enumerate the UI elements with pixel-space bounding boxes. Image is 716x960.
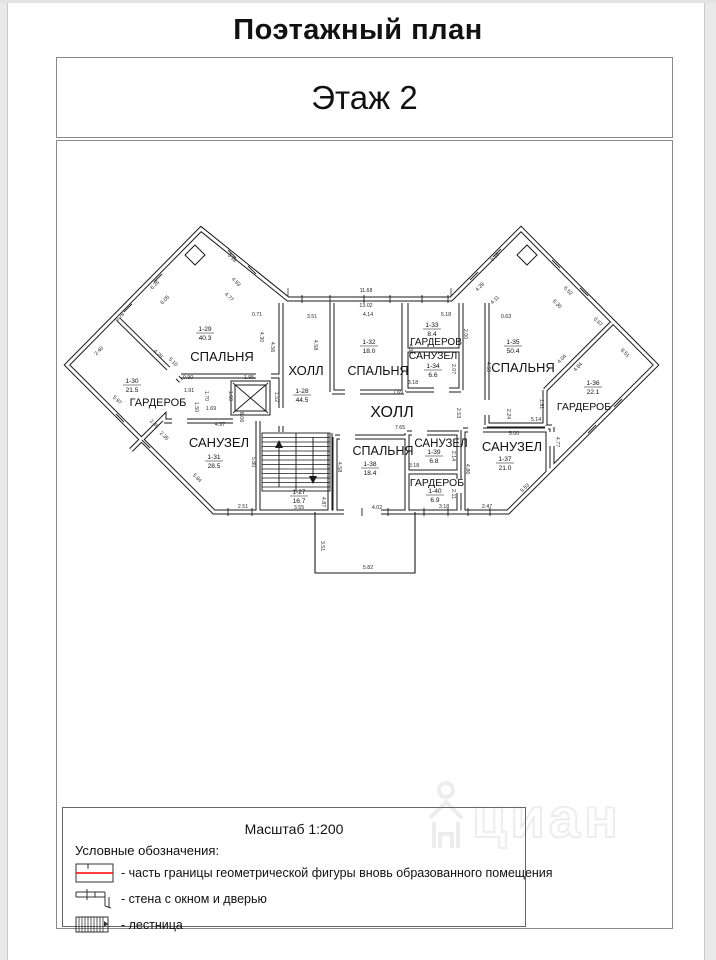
wall-dimension-label: 3.51 [319,540,325,552]
room-id-label: 1-27 [292,489,306,496]
room-name-label: СПАЛЬНЯ [347,364,409,378]
wall-dimension-label: 4.30 [258,331,264,343]
room-name-label: ГАРДЕРОБ [129,397,187,409]
floor-plan-drawing [56,140,674,790]
room-id-label: 1-38 [363,461,377,468]
wall-dimension-label: 6.26 [149,279,162,292]
wall-dimension-label: 5.80 [250,456,256,468]
wall-dimension-label: 2.11 [450,489,456,499]
room-id-label: 1-31 [207,454,221,461]
wall-dimension-label: 0.78 [114,311,127,324]
wall-dimension-label: 3.18 [408,463,420,469]
wall-dimension-label: 0.71 [251,312,263,318]
legend-title: Условные обозначения: [75,843,220,858]
page-top-edge [0,0,716,3]
room-name-label: ГАРДЕРОВ [410,337,462,348]
room-name-label: ХОЛЛ [288,363,324,378]
wall-dimension-label: 4.56 [269,341,275,353]
legend-item-text: - стена с окном и дверью [121,892,267,906]
wall-dimension-label: 5.18 [225,252,238,265]
wall-dimension-label: 4.93 [229,276,242,289]
wall-dimension-label: 0.63 [500,314,512,320]
wall-dimension-label: 1.70 [203,390,209,402]
wall-dimension-label: 4.11 [489,294,501,306]
room-name-label: САНУЗЕЛ [414,438,468,450]
wall-dimension-label: 4.28 [151,348,164,361]
red-boundary-icon [75,862,115,884]
wall-dimension-label: 0.90 [182,375,194,381]
wall-dimension-label: 11.68 [359,288,373,294]
wall-dimension-label: 2.51 [237,504,249,510]
wall-dimension-label: 2.00 [462,328,468,340]
wall-window-door-icon [75,888,115,910]
wall-dimension-label: 1.60 [227,390,233,402]
room-area-label: 22.1 [586,389,600,396]
wall-dimension-label: 4.86 [464,463,470,475]
wall-dimension-label: 6.52 [561,285,574,298]
stairs-icon [75,915,115,935]
page-left-margin [0,0,8,960]
room-id-label: 1-33 [425,322,439,329]
room-area-label: 6.8 [429,458,439,465]
room-id-label: 1-40 [428,488,442,495]
wall-dimension-label: 5.18 [440,312,452,318]
wall-dimension-label: 6.06 [238,411,244,423]
wall-dimension-label: 3.18 [438,504,450,510]
wall-dimension-label: 5.97 [110,394,123,407]
room-id-label: 1-34 [426,363,440,370]
room-name-label: САНУЗЕЛ [188,435,250,450]
room-area-label: 44.5 [295,397,309,404]
wall-dimension-label: 2.45 [147,418,160,431]
wall-dimension-label: 0.67 [591,316,604,329]
wall-dimension-label: 4.84 [572,361,585,374]
wall-dimension-label: 2.24 [505,408,511,420]
room-id-label: 1-32 [362,339,376,346]
room-name-label: СПАЛЬНЯ [190,349,254,364]
wall-dimension-label: 5.18 [489,251,502,264]
room-area-label: 50.4 [506,348,520,355]
room-area-label: 8.4 [427,331,437,338]
wall-dimension-label: 4.77 [554,436,560,448]
wall-dimension-label: 8.51 [618,347,631,360]
wall-dimension-label: 7.69 [392,390,404,396]
wall-dimension-label: 4.87 [320,496,326,508]
wall-dimension-label: 4.14 [362,312,374,318]
wall-dimension-label: 4.60 [485,361,491,373]
room-area-label: 40.3 [198,335,212,342]
wall-dimension-label: 2.53 [455,407,461,419]
wall-dimension-label: 5.84 [190,472,203,485]
room-name-label: ГАРДЕРОБ [409,477,465,489]
wall-dimension-label: 4.28 [474,281,487,294]
wall-dimension-label: 4.77 [222,291,235,304]
room-area-label: 6.9 [430,497,440,504]
room-area-label: 28.5 [207,463,221,470]
wall-dimension-label: 3.18 [407,380,419,386]
wall-dimension-label: 2.40 [93,345,106,358]
room-area-label: 18.0 [362,348,376,355]
legend-box [62,807,553,932]
wall-dimension-label: 4.04 [556,353,569,366]
wall-dimension-label: 2.14 [450,450,456,462]
room-area-label: 21.5 [125,387,139,394]
room-id-label: 1-39 [427,449,441,456]
wall-dimension-label: 2.07 [450,363,456,375]
page-title: Поэтажный план [233,14,483,46]
wall-dimension-label: 5.00 [508,431,520,437]
wall-dimension-label: 5.82 [362,565,374,571]
wall-dimension-label: 6.05 [159,294,172,307]
room-name-label: СПАЛЬНЯ [491,360,555,375]
wall-dimension-label: 7.65 [394,425,406,431]
wall-dimension-label: 5.10 [166,356,179,369]
room-id-label: 1-37 [498,456,512,463]
wall-dimension-label: 1.52 [273,391,279,403]
wall-dimension-label: 1.50 [193,401,199,413]
floor-label: Этаж 2 [311,78,418,116]
room-area-label: 16.7 [292,498,306,505]
legend-item-text: - лестница [121,918,183,932]
room-area-label: 18.4 [363,470,377,477]
wall-dimension-label: 2.47 [481,504,493,510]
legend-item-red-boundary [75,862,553,884]
room-id-label: 1-35 [506,339,520,346]
wall-dimension-label: 6.30 [550,298,563,311]
wall-dimension-label: 4.58 [312,339,318,351]
legend-item-text: - часть границы геометрической фигуры вновь образованного помещения [121,866,553,880]
room-id-label: 1-29 [198,326,212,333]
room-area-label: 21.0 [498,465,512,472]
scale-label: Масштаб 1:200 [244,821,344,837]
room-name-label: СПАЛЬНЯ [352,444,414,458]
wall-dimension-label: 4.58 [336,461,342,473]
room-name-label: САНУЗЕЛ [481,439,543,454]
wall-dimension-label: 5.14 [530,417,542,423]
wall-dimension-label: 4.02 [371,505,383,511]
wall-dimension-label: 1.69 [205,406,217,412]
wall-dimension-label: 4.97 [214,422,226,428]
wall-dimension-label: 4.34 [407,343,413,355]
page-right-margin [704,0,716,960]
wall-dimension-label: 1.95 [243,375,255,381]
room-id-label: 1-36 [586,380,600,387]
legend-item-wall-window-door [75,888,525,910]
wall-dimension-label: 1.91 [183,388,195,394]
wall-dimension-label: 3.55 [293,505,305,511]
wall-dimension-label: 5.53 [519,482,532,495]
room-name-label: ХОЛЛ [370,404,414,421]
room-id-label: 1-30 [125,378,139,385]
room-area-label: 6.6 [428,372,438,379]
wall-dimension-label: 1.91 [538,398,544,410]
room-name-label: ГАРДЕРОБ [556,401,612,413]
wall-dimension-label: 13.02 [359,303,373,309]
legend-item-stairs [75,914,525,936]
wall-dimension-label: 3.51 [306,314,318,320]
watermark-text: циан [472,785,622,849]
wall-dimension-label: 2.35 [157,430,170,443]
room-name-label: САНУЗЕЛ [408,350,458,362]
room-id-label: 1-28 [295,388,309,395]
floor-header-box [56,57,673,138]
